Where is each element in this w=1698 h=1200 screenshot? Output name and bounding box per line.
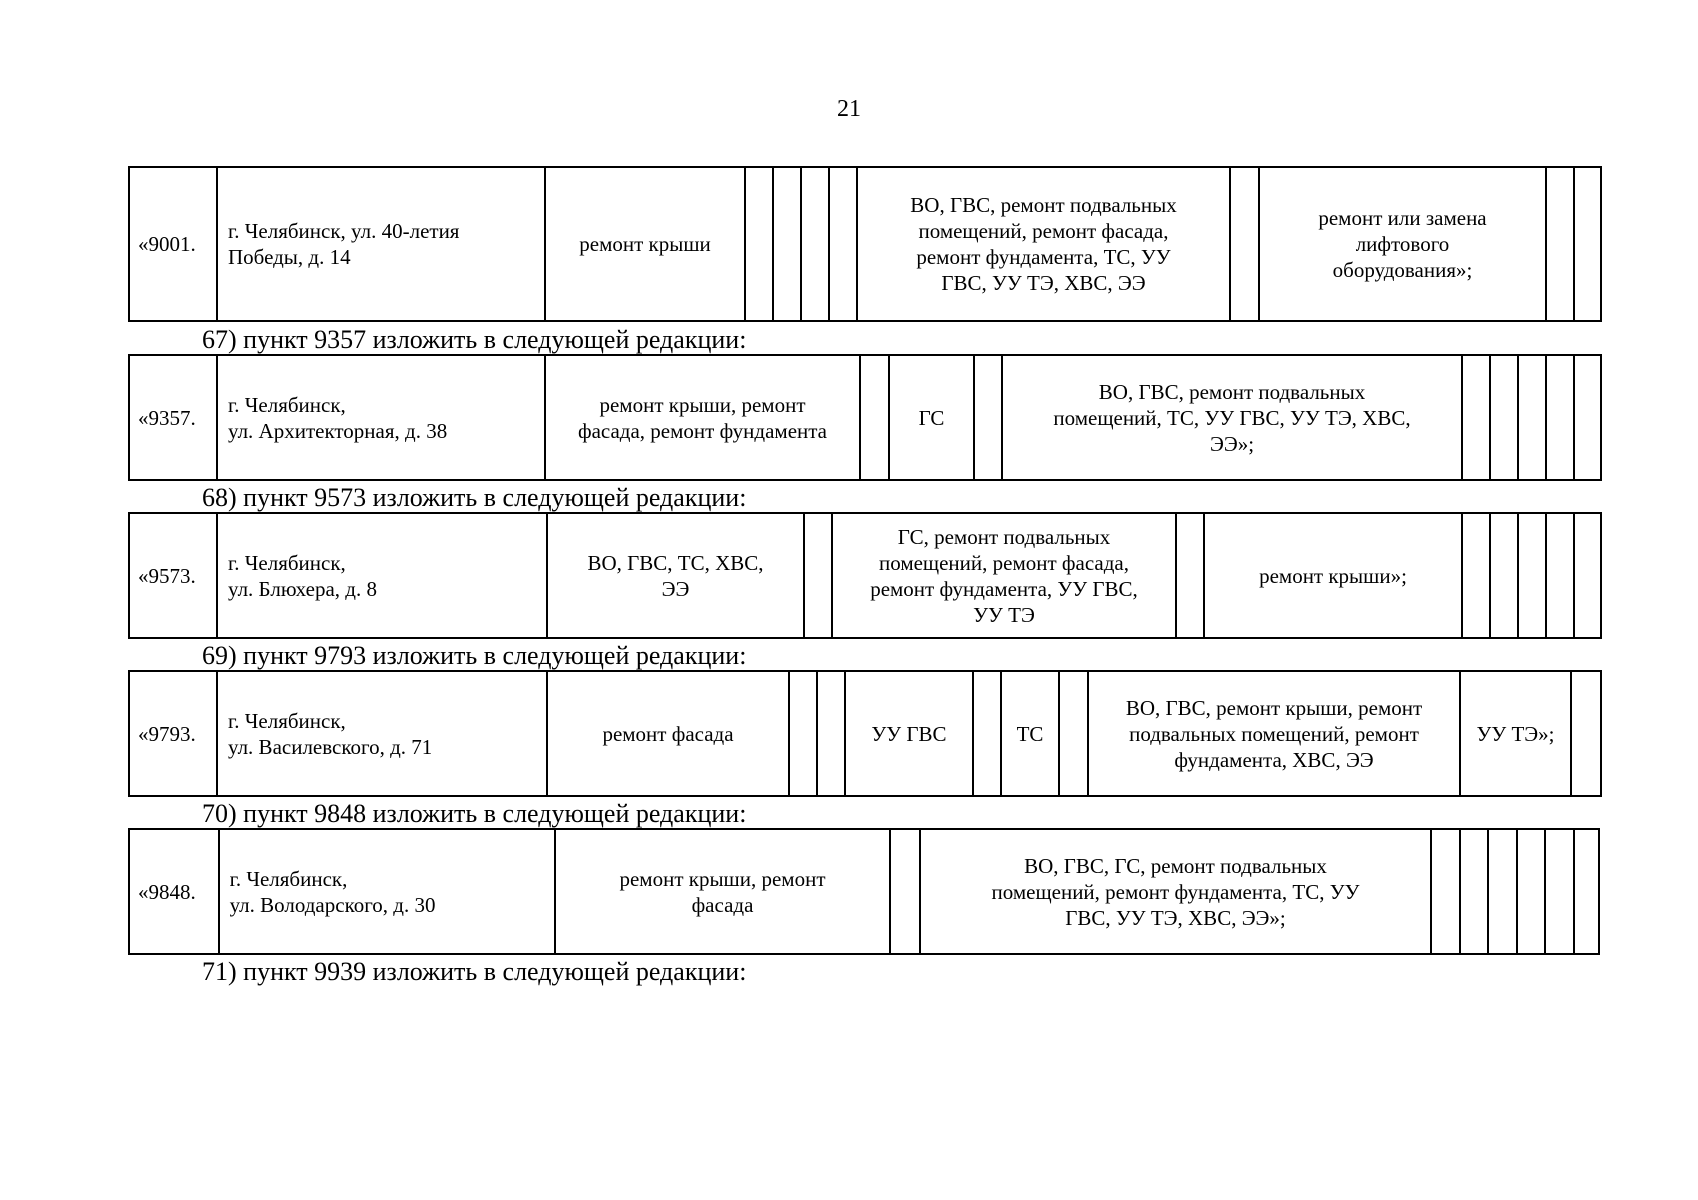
address-line: г. Челябинск, (228, 392, 346, 417)
work-cell (845, 671, 973, 796)
work-line: ВО, ГВС, ремонт подвальных (910, 193, 1177, 217)
work-line: ГВС, УУ ТЭ, ХВС, ЭЭ (941, 271, 1146, 295)
work-line: ГС, ремонт подвальных (897, 524, 1111, 549)
empty-cell (1490, 513, 1518, 638)
table-row-9573 (128, 512, 1602, 639)
empty-cell (789, 671, 817, 796)
empty-cell (773, 167, 801, 321)
empty-cell (1462, 355, 1490, 480)
empty-cell (1546, 355, 1574, 480)
work-line: ремонт крыши (579, 232, 711, 256)
table-row-9001 (128, 166, 1602, 322)
empty-cell (804, 513, 832, 638)
empty-cell (1574, 513, 1601, 638)
work-line: ВО, ГВС, ремонт подвальных (1098, 379, 1366, 404)
work-line: ЭЭ»; (1209, 431, 1255, 456)
work-cell (1001, 671, 1059, 796)
work-line: помещений, ремонт фасада, (878, 550, 1129, 575)
page-number: 21 (837, 96, 861, 122)
address-line: ул. Василевского, д. 71 (228, 734, 433, 759)
empty-cell (1230, 167, 1259, 321)
work-line: лифтового (1355, 232, 1450, 256)
address-line: ул. Архитекторная, д. 38 (228, 418, 448, 443)
instruction-text: 70) пункт 9848 изложить в следующей редакции: (202, 799, 747, 828)
empty-cell (890, 829, 920, 954)
instruction-text: 69) пункт 9793 изложить в следующей редакции: (202, 641, 747, 670)
work-line: ГВС, УУ ТЭ, ХВС, ЭЭ»; (1065, 905, 1286, 930)
address-line: Победы, д. 14 (228, 245, 351, 269)
work-cell (832, 513, 1176, 638)
work-line: фасада (691, 892, 754, 917)
empty-cell (1059, 671, 1088, 796)
address-cell (217, 355, 545, 480)
empty-cell (745, 167, 773, 321)
empty-cell (973, 671, 1001, 796)
table-row-9357 (128, 354, 1602, 481)
work-line: УУ ТЭ (973, 602, 1035, 627)
empty-cell (860, 355, 889, 480)
empty-cell (1488, 829, 1517, 954)
work-line: ВО, ГВС, ТС, ХВС, (587, 550, 764, 575)
row-number: «9357. (129, 355, 217, 480)
instruction-text: 71) пункт 9939 изложить в следующей редакции: (202, 957, 747, 986)
work-line: ремонт крыши, ремонт (599, 392, 806, 417)
address-line: г. Челябинск, (229, 866, 348, 891)
row-number: «9848. (129, 829, 219, 954)
work-line: ВО, ГВС, ГС, ремонт подвальных (1024, 853, 1327, 878)
work-line: ремонт или замена (1318, 206, 1487, 230)
work-cell (889, 355, 974, 480)
work-cell (1002, 355, 1462, 480)
work-line: УУ ГВС (871, 721, 947, 746)
work-line: фундамента, ХВС, ЭЭ (1174, 747, 1374, 772)
work-cell (545, 355, 860, 480)
work-line: ремонт крыши, ремонт (619, 866, 826, 891)
work-line: УУ ТЭ»; (1476, 721, 1555, 746)
work-cell (545, 167, 745, 321)
address-line: ул. Блюхера, д. 8 (228, 576, 377, 601)
empty-cell (1431, 829, 1460, 954)
work-line: ВО, ГВС, ремонт крыши, ремонт (1125, 695, 1423, 720)
work-line: оборудования»; (1332, 258, 1473, 282)
empty-cell (1571, 671, 1601, 796)
work-cell (1204, 513, 1462, 638)
empty-cell (1518, 355, 1546, 480)
table-row-9848 (128, 828, 1600, 955)
empty-cell (1574, 829, 1600, 954)
work-line: помещений, ремонт фасада, (918, 219, 1169, 243)
instruction-text: 68) пункт 9573 изложить в следующей редакции: (202, 483, 747, 512)
work-cell (857, 167, 1230, 321)
work-line: помещений, ТС, УУ ГВС, УУ ТЭ, ХВС, (1053, 405, 1411, 430)
work-line: ремонт фасада (602, 721, 734, 746)
address-cell (217, 513, 547, 638)
empty-cell (1546, 167, 1574, 321)
work-cell (920, 829, 1431, 954)
work-line: фасада, ремонт фундамента (577, 418, 828, 443)
work-line: ГС (918, 405, 945, 430)
empty-cell (801, 167, 829, 321)
address-cell (217, 167, 545, 321)
work-line: ТС (1016, 721, 1044, 746)
address-cell (219, 829, 555, 954)
table-row-9793 (128, 670, 1602, 797)
empty-cell (1574, 167, 1601, 321)
empty-cell (1546, 513, 1574, 638)
empty-cell (1460, 829, 1489, 954)
address-line: г. Челябинск, (228, 708, 346, 733)
instruction-text: 67) пункт 9357 изложить в следующей редакции: (202, 325, 747, 354)
empty-cell (1176, 513, 1204, 638)
address-line: ул. Володарского, д. 30 (229, 892, 436, 917)
work-cell (547, 513, 804, 638)
row-number: «9793. (129, 671, 217, 796)
work-cell (1460, 671, 1571, 796)
empty-cell (1518, 513, 1546, 638)
empty-cell (1462, 513, 1490, 638)
work-line: ремонт фундамента, ТС, УУ (916, 245, 1171, 269)
work-line: ремонт фундамента, УУ ГВС, (870, 576, 1138, 601)
address-line: г. Челябинск, ул. 40-летия (228, 219, 460, 243)
empty-cell (974, 355, 1002, 480)
work-line: ремонт крыши»; (1259, 563, 1407, 588)
work-line: подвальных помещений, ремонт (1129, 721, 1419, 746)
address-line: г. Челябинск, (228, 550, 346, 575)
work-line: помещений, ремонт фундамента, ТС, УУ (991, 879, 1360, 904)
empty-cell (1545, 829, 1574, 954)
empty-cell (829, 167, 857, 321)
work-cell (547, 671, 789, 796)
work-cell (555, 829, 891, 954)
empty-cell (1517, 829, 1546, 954)
work-cell (1088, 671, 1460, 796)
work-line: ЭЭ (661, 576, 690, 601)
work-cell (1259, 167, 1546, 321)
row-number: «9001. (129, 167, 217, 321)
empty-cell (1574, 355, 1601, 480)
empty-cell (1490, 355, 1518, 480)
empty-cell (817, 671, 845, 796)
address-cell (217, 671, 547, 796)
row-number: «9573. (129, 513, 217, 638)
